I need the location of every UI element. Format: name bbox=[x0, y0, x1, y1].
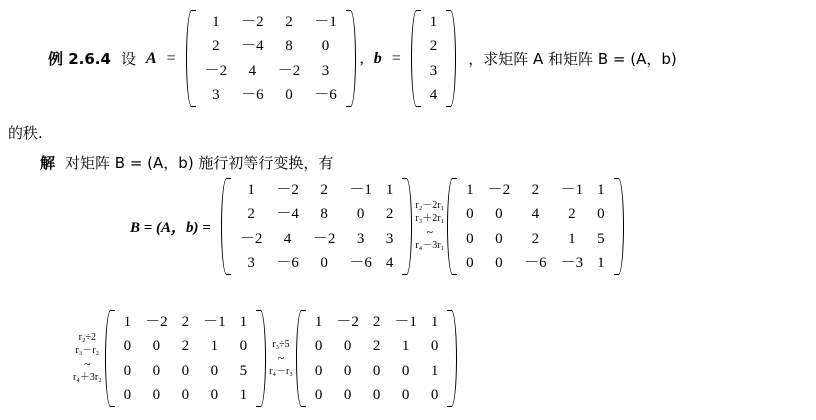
table-row bbox=[423, 83, 445, 107]
table-row bbox=[423, 10, 445, 34]
B-equals-label: B = (A，b) = bbox=[130, 220, 211, 236]
matrix-B-full bbox=[221, 178, 413, 275]
cell: 2 bbox=[531, 230, 540, 247]
cell: 1 bbox=[597, 182, 605, 198]
cell: 0 bbox=[495, 230, 503, 247]
cell: 1 bbox=[401, 338, 410, 355]
cell: 1 bbox=[239, 386, 248, 403]
table-row bbox=[117, 334, 255, 358]
statement-continuation bbox=[8, 122, 43, 143]
cell: 2 bbox=[285, 14, 293, 30]
cell: 5 bbox=[597, 230, 605, 247]
table-row bbox=[308, 310, 446, 334]
cell: 2 bbox=[181, 314, 190, 330]
cell: 2 bbox=[212, 38, 220, 55]
cell: 1 bbox=[568, 230, 576, 247]
cell: 4 bbox=[385, 254, 394, 271]
cell: －1 bbox=[560, 182, 584, 198]
table-row bbox=[308, 334, 446, 358]
example-number: 例 2.6.4 bbox=[48, 50, 111, 68]
cell: 0 bbox=[372, 362, 381, 379]
cell: 3 bbox=[356, 230, 365, 247]
cell: 1 bbox=[123, 314, 132, 330]
operation-tilde: ~ bbox=[277, 351, 285, 365]
cell: 0 bbox=[356, 206, 365, 223]
cell: 0 bbox=[466, 230, 474, 247]
operation-line: r₂－2r₁ bbox=[415, 200, 445, 212]
row-operations-3 bbox=[266, 339, 296, 379]
cell: －6 bbox=[349, 254, 372, 271]
cell: 0 bbox=[239, 338, 248, 355]
cell: 3 bbox=[429, 62, 438, 79]
cell: 2 bbox=[320, 182, 328, 198]
table-row bbox=[233, 227, 401, 251]
set-word: 设 bbox=[120, 50, 136, 68]
table-row bbox=[459, 202, 612, 226]
cell: －2 bbox=[276, 182, 299, 198]
table-row bbox=[198, 10, 344, 34]
vector-b bbox=[411, 10, 457, 107]
matrix-step-3 bbox=[296, 310, 458, 407]
cell: 2 bbox=[531, 182, 540, 198]
cell: 0 bbox=[210, 386, 219, 403]
operation-line: r₄－3r₁ bbox=[415, 240, 445, 252]
cell: －2 bbox=[145, 314, 168, 330]
table-row bbox=[233, 178, 401, 202]
cell: 4 bbox=[248, 62, 257, 79]
cell: 0 bbox=[152, 386, 161, 403]
table-row bbox=[233, 251, 401, 275]
row-operations-1 bbox=[412, 200, 447, 253]
cell: 0 bbox=[181, 386, 190, 403]
cell: 0 bbox=[123, 386, 132, 403]
cell: 0 bbox=[123, 362, 132, 379]
cell: 0 bbox=[314, 362, 323, 379]
cell: 1 bbox=[385, 182, 394, 198]
table-row bbox=[459, 251, 612, 275]
cell: 0 bbox=[343, 362, 352, 379]
cell: －6 bbox=[524, 254, 547, 271]
cell: 1 bbox=[466, 182, 474, 198]
cell: 0 bbox=[343, 386, 352, 403]
operation-tilde: ~ bbox=[426, 225, 433, 240]
table-row bbox=[198, 83, 344, 107]
cell: 2 bbox=[247, 206, 255, 223]
cell: 0 bbox=[285, 86, 293, 103]
cell: －4 bbox=[276, 206, 299, 223]
cell: 0 bbox=[314, 386, 323, 403]
cell: －2 bbox=[312, 230, 336, 247]
solution-text: 对矩阵 B = (A，b) 施行初等行变换，有 bbox=[65, 154, 334, 172]
cell: 0 bbox=[466, 206, 474, 223]
matrix-A bbox=[186, 10, 356, 107]
equals-sign-2: = bbox=[391, 49, 401, 67]
cell: 0 bbox=[401, 386, 410, 403]
cell: 2 bbox=[385, 206, 394, 223]
cell: 1 bbox=[430, 314, 439, 330]
cell: －4 bbox=[241, 38, 264, 55]
cell: 4 bbox=[429, 86, 438, 103]
cell: －2 bbox=[241, 14, 264, 30]
cell: 1 bbox=[597, 254, 605, 271]
cell: 3 bbox=[321, 62, 330, 79]
cell: 1 bbox=[210, 338, 219, 355]
cell: 2 bbox=[181, 338, 190, 355]
cell: 1 bbox=[239, 314, 248, 330]
cell: 0 bbox=[430, 338, 439, 355]
cell: －1 bbox=[203, 314, 226, 330]
table-row bbox=[117, 383, 255, 407]
cell: －3 bbox=[560, 254, 584, 271]
cell: －2 bbox=[239, 230, 263, 247]
table-row bbox=[459, 227, 612, 251]
cell: 0 bbox=[123, 338, 132, 355]
row-operations-2 bbox=[70, 332, 105, 385]
cell: 0 bbox=[372, 386, 381, 403]
operation-line: r₄＋3r₂ bbox=[73, 372, 102, 384]
continuation-text: 的秩. bbox=[8, 124, 43, 142]
cell: 0 bbox=[314, 338, 323, 355]
cell: 0 bbox=[495, 254, 503, 271]
cell: 1 bbox=[212, 14, 220, 30]
table-row bbox=[459, 178, 612, 202]
cell: 4 bbox=[283, 230, 292, 247]
cell: 0 bbox=[466, 254, 474, 271]
matrix-step-2 bbox=[105, 310, 267, 407]
cell: 1 bbox=[430, 362, 439, 379]
cell: 3 bbox=[212, 86, 220, 103]
cell: 1 bbox=[314, 314, 323, 330]
table-row bbox=[308, 383, 446, 407]
cell: 0 bbox=[597, 206, 605, 223]
cell: 2 bbox=[429, 38, 438, 55]
operation-line: r₄－r₃ bbox=[269, 366, 293, 377]
table-row bbox=[423, 59, 445, 83]
comma-after-A: , bbox=[359, 49, 364, 67]
cell: 0 bbox=[495, 206, 503, 223]
table-row bbox=[233, 202, 401, 226]
operation-line: r₂÷2 bbox=[78, 332, 96, 344]
table-row bbox=[117, 359, 255, 383]
cell: 1 bbox=[247, 182, 255, 198]
cell: －6 bbox=[314, 86, 337, 103]
cell: －2 bbox=[487, 182, 511, 198]
cell: 8 bbox=[285, 38, 293, 55]
operation-tilde: ~ bbox=[84, 357, 91, 372]
table-row bbox=[198, 59, 344, 83]
cell: －2 bbox=[277, 62, 301, 79]
derivation-row-2 bbox=[70, 310, 457, 407]
cell: 0 bbox=[152, 362, 161, 379]
cell: 5 bbox=[239, 362, 248, 379]
cell: 8 bbox=[320, 206, 328, 223]
cell: 2 bbox=[372, 338, 381, 355]
cell: 0 bbox=[152, 338, 161, 355]
cell: 2 bbox=[568, 206, 576, 223]
cell: －1 bbox=[314, 14, 337, 30]
table-row bbox=[423, 34, 445, 58]
table-row bbox=[198, 34, 344, 58]
cell: 3 bbox=[247, 254, 255, 271]
question-tail-text: ，求矩阵 A 和矩阵 B = (A，b) bbox=[468, 50, 677, 68]
cell: 0 bbox=[320, 254, 328, 271]
operation-line: r₃＋2r₁ bbox=[415, 212, 445, 224]
cell: －6 bbox=[241, 86, 264, 103]
cell: 0 bbox=[210, 362, 219, 379]
solution-label: 解 bbox=[40, 154, 56, 172]
cell: 0 bbox=[430, 386, 439, 403]
cell: 0 bbox=[321, 38, 330, 55]
matrix-A-symbol: A bbox=[145, 49, 157, 67]
vector-b-symbol: b bbox=[373, 49, 382, 67]
cell: 0 bbox=[181, 362, 190, 379]
operation-line: r₃－r₂ bbox=[75, 344, 100, 356]
derivation-row-1 bbox=[130, 178, 624, 275]
solution-line bbox=[40, 152, 333, 173]
cell: 2 bbox=[372, 314, 381, 330]
operation-line: r₃÷5 bbox=[272, 338, 290, 350]
table-row bbox=[308, 359, 446, 383]
cell: 4 bbox=[531, 206, 540, 223]
cell: 0 bbox=[401, 362, 410, 379]
cell: 3 bbox=[385, 230, 394, 247]
cell: －2 bbox=[204, 62, 228, 79]
cell: －1 bbox=[349, 182, 372, 198]
example-statement-line bbox=[48, 10, 677, 107]
cell: －2 bbox=[336, 314, 359, 330]
cell: 1 bbox=[429, 14, 438, 30]
cell: 0 bbox=[343, 338, 352, 355]
cell: －1 bbox=[394, 314, 417, 330]
cell: －6 bbox=[276, 254, 299, 271]
table-row bbox=[117, 310, 255, 334]
equals-sign-1: = bbox=[166, 49, 176, 67]
matrix-step-1 bbox=[447, 178, 624, 275]
